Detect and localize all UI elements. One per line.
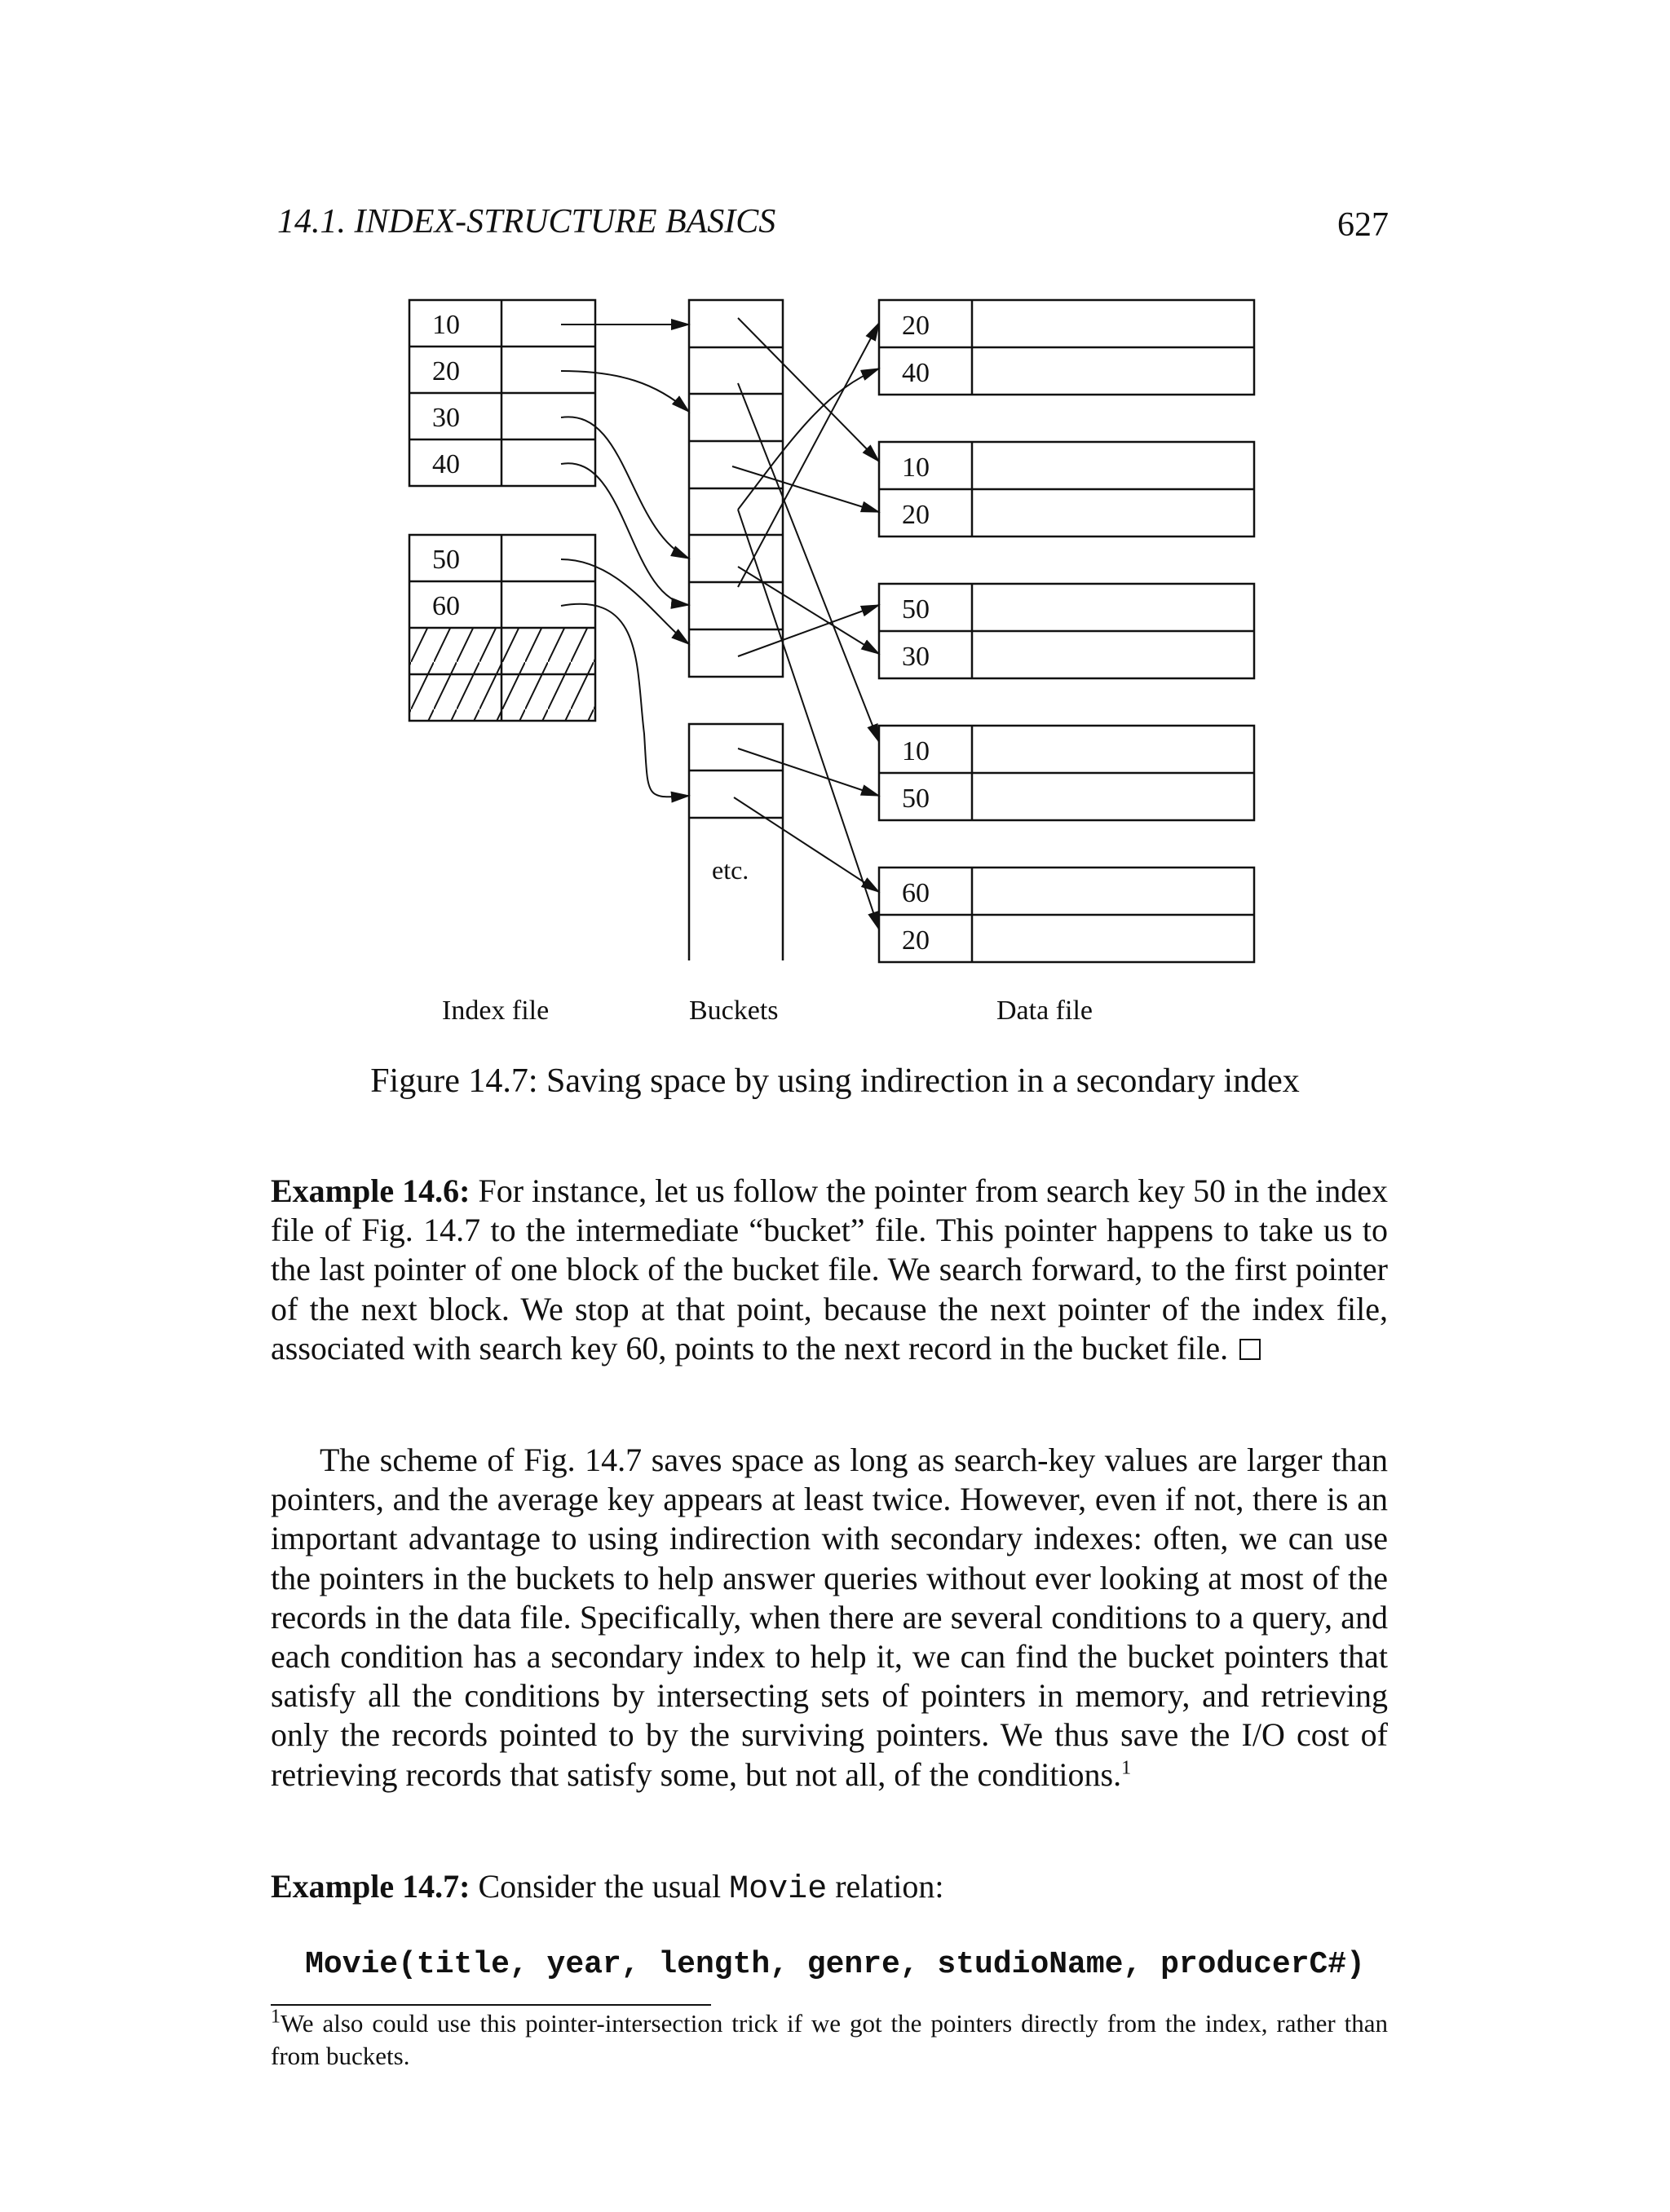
data-key-5: 50 [902,594,930,625]
index-key-1: 10 [432,310,460,340]
example-14-7-text-before: Consider the usual [470,1868,730,1905]
data-block-1 [879,300,1254,395]
data-key-6: 30 [902,642,930,672]
data-block-5 [879,868,1254,962]
data-block-3 [879,584,1254,678]
data-key-1: 20 [902,311,930,341]
example-14-6-label: Example 14.6: [271,1172,471,1209]
example-14-7-label: Example 14.7: [271,1868,471,1905]
index-pointers [561,325,689,797]
index-key-6: 60 [432,591,460,621]
data-key-7: 10 [902,736,930,766]
data-key-8: 50 [902,784,930,814]
index-key-2: 20 [432,356,460,386]
bucket-block-1 [689,300,783,677]
page-number: 627 [1337,206,1389,244]
example-14-7-text-after: relation: [827,1868,944,1905]
footnote-rule [271,2004,711,2006]
data-key-3: 10 [902,453,930,483]
body-paragraph-text: The scheme of Fig. 14.7 saves space as long as search-key values are larger than pointers, and the average key appears at least twice. However, even if not, there is an important advantage to using indirection with secondary indexes: often, we can use the pointers in the buckets to help answer queries without ever looking at most of the records in the data file. Specifically, when there are several conditions to a query, and each condition has a secondary index to help it, we can find the bucket pointers that satisfy all the conditions by intersecting sets of pointers in memory, and retrieving only the records pointed to by the surviving pointers. We thus save the I/O cost of retrieving records that satisfy some, but not all, of the conditions. [271,1442,1388,1793]
index-key-5: 50 [432,545,460,575]
example-14-7-code: Movie [729,1871,828,1908]
bucket-pointers [732,318,879,929]
footnote-mark: 1 [271,2006,281,2028]
etc-label: etc. [712,855,749,885]
example-14-6-text: For instance, let us follow the pointer from search key 50 in the index file of Fig. 14.7 to the intermediate “bucket” file. This pointer happens to take us to the last pointer of one block of the bucket file. We search forward, to the first pointer of the next block. We stop at that point, because the next pointer of the index file, associated with search key 60, points to the next record in the bucket file. [271,1172,1388,1366]
data-key-4: 20 [902,500,930,530]
index-key-3: 30 [432,403,460,433]
label-index-file: Index file [442,996,550,1026]
footnote-ref: 1 [1121,1757,1132,1779]
data-key-10: 20 [902,925,930,956]
figure-14-7-diagram [0,0,1670,1060]
index-key-4: 40 [432,449,460,479]
footnote-text: We also could use this pointer-intersection trick if we got the pointers directly from the index, rather than from buckets. [271,2009,1388,2070]
label-data-file: Data file [996,996,1093,1026]
data-block-4 [879,726,1254,820]
figure-caption: Figure 14.7: Saving space by using indirection in a secondary index [370,1062,1300,1100]
end-of-example-icon [1239,1339,1261,1360]
running-head: 14.1. INDEX-STRUCTURE BASICS [277,203,776,241]
data-key-2: 40 [902,358,930,388]
data-block-2 [879,442,1254,536]
example-14-6 [271,1172,1388,1368]
body-paragraph [271,1441,1388,1795]
example-14-7 [271,1867,1388,1910]
label-buckets: Buckets [689,996,779,1026]
movie-schema-code: Movie(title, year, length, genre, studioName, producerC#) [305,1947,1365,1982]
footnote [271,2007,1388,2073]
data-key-9: 60 [902,878,930,908]
